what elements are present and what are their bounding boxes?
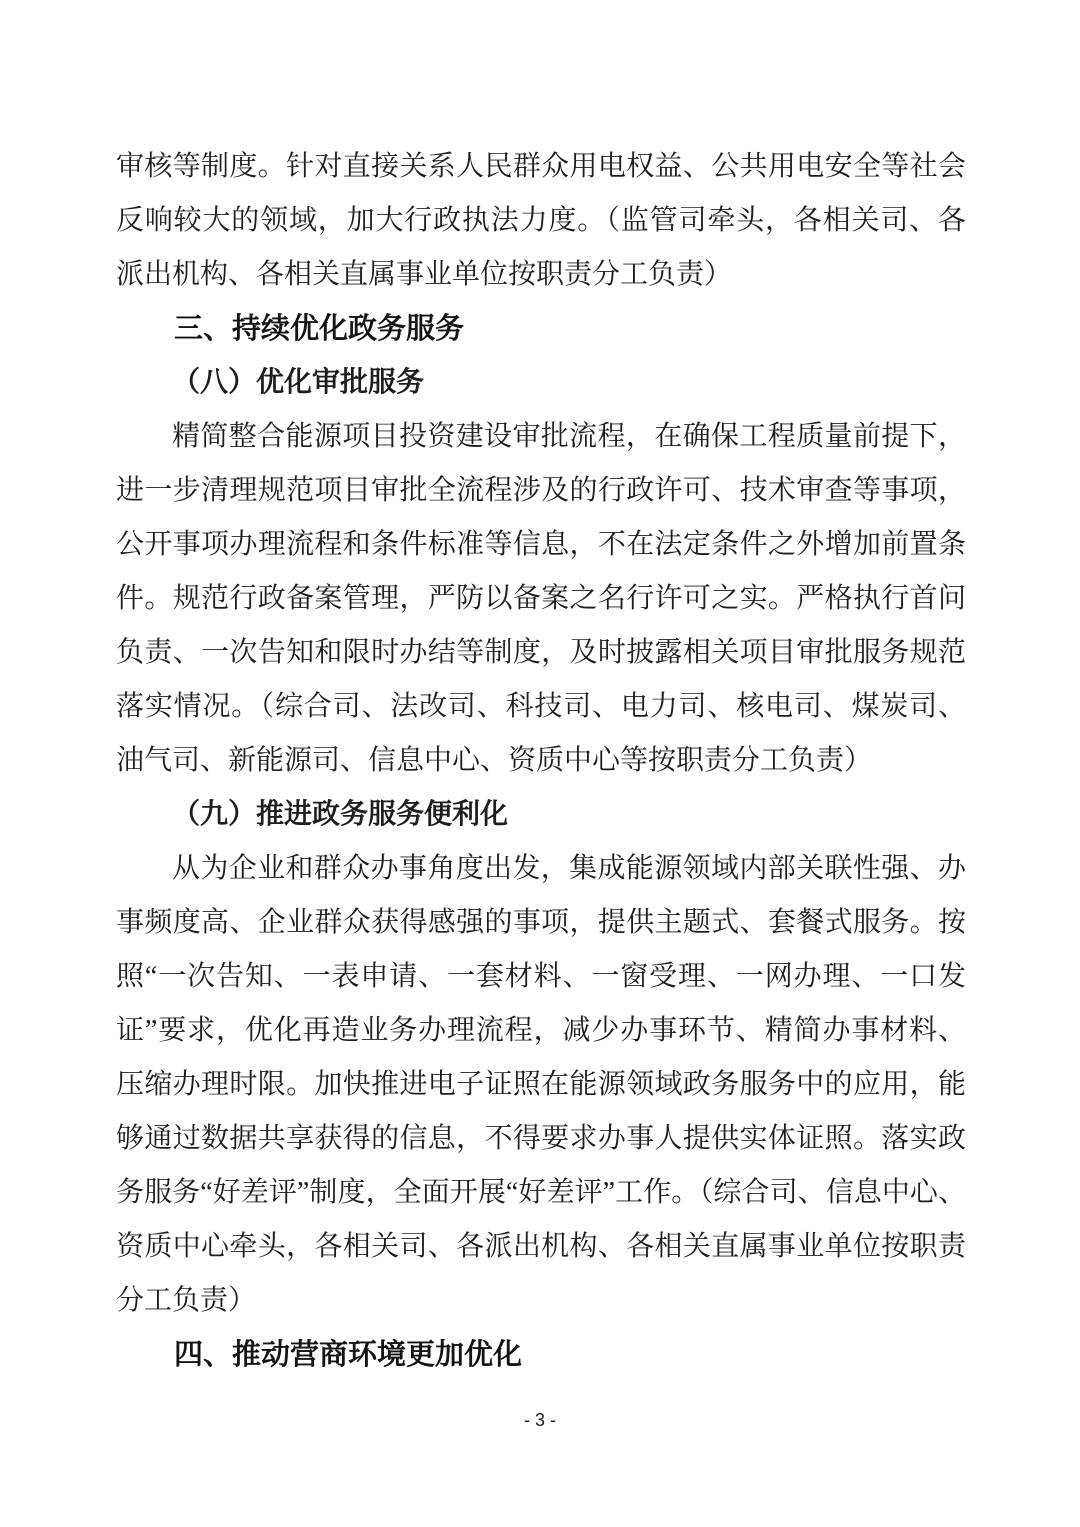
document-body bbox=[116, 140, 966, 1382]
paragraph-eight: 精简整合能源项目投资建设审批流程，在确保工程质量前提下，进一步清理规范项目审批全流程涉及的行政许可、技术审查等事项，公开事项办理流程和条件标准等信息，不在法定条件之外增加前置条件。规范行政备案管理，严防以备案之名行许可之实。严格执行首问负责、一次告知和限时办结等制度，及时披露相关项目审批服务规范落实情况。（综合司、法改司、科技司、电力司、核电司、煤炭司、油气司、新能源司、信息中心、资质中心等按职责分工负责） bbox=[116, 421, 966, 776]
page-number: - 3 - bbox=[523, 1410, 556, 1430]
section-heading-four: 四、推动营商环境更加优化 bbox=[174, 1339, 523, 1371]
subsection-heading-eight: （八）优化审批服务 bbox=[172, 367, 425, 398]
section-heading-three: 三、持续优化政务服务 bbox=[174, 313, 465, 345]
subsection-heading-nine: （九）推进政务服务便利化 bbox=[172, 799, 509, 830]
paragraph-nine: 从为企业和群众办事角度出发，集成能源领域内部关联性强、办事频度高、企业群众获得感强的事项，提供主题式、套餐式服务。按照“一次告知、一表申请、一套材料、一窗受理、一网办理、一口发证”要求，优化再造业务办理流程，减少办事环节、精简办事材料、压缩办理时限。加快推进电子证照在能源领域政务服务中的应用，能够通过数据共享获得的信息，不得要求办事人提供实体证照。落实政务服务“好差评”制度，全面开展“好差评”工作。（综合司、信息中心、资质中心牵头，各相关司、各派出机构、各相关直属事业单位按职责分工负责） bbox=[116, 853, 966, 1316]
paragraph-continuation: 审核等制度。针对直接关系人民群众用电权益、公共用电安全等社会反响较大的领域，加大行政执法力度。（监管司牵头，各相关司、各派出机构、各相关直属事业单位按职责分工负责） bbox=[116, 151, 966, 290]
